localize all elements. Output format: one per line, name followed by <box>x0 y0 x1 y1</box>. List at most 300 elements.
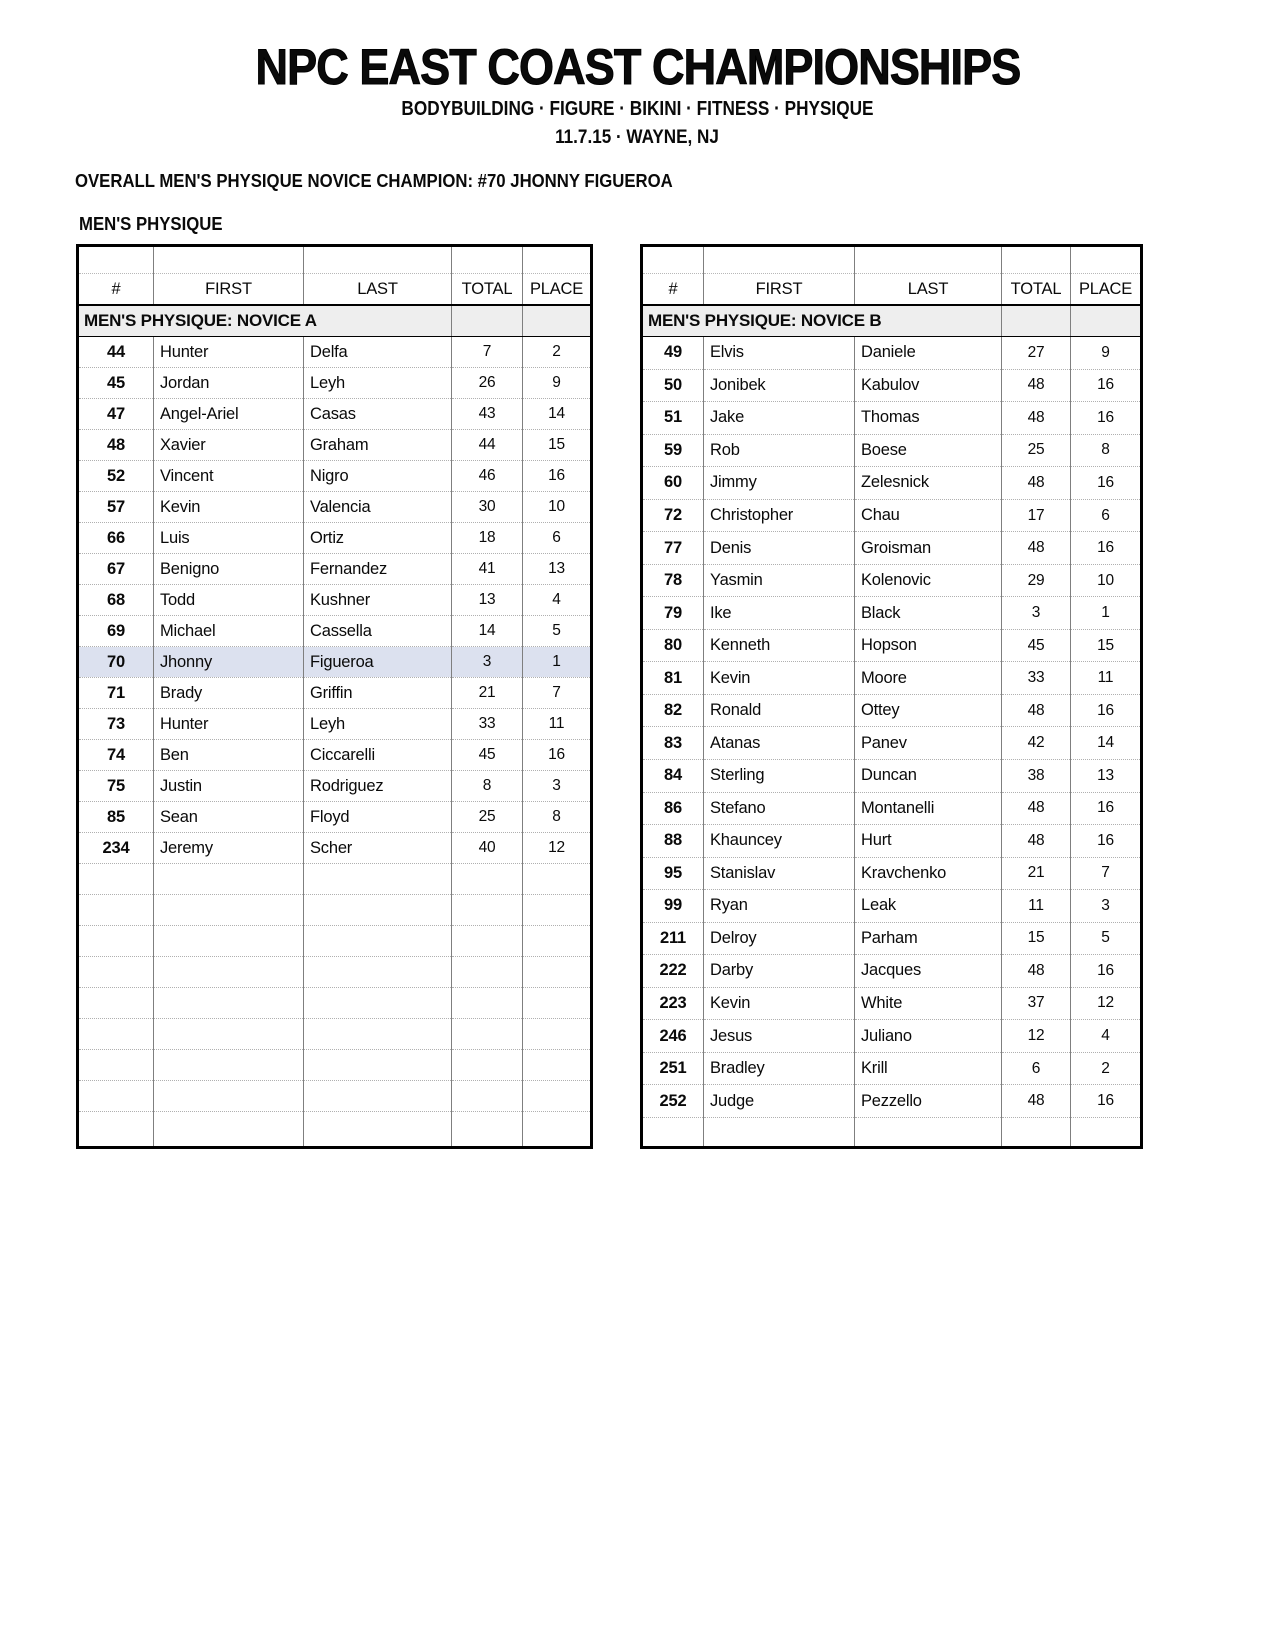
cell-place: 16 <box>1071 955 1142 988</box>
cell-place: 16 <box>523 461 592 492</box>
cell-first: Xavier <box>154 430 304 461</box>
cell-first: Vincent <box>154 461 304 492</box>
empty-cell <box>304 957 452 988</box>
empty-cell <box>523 957 592 988</box>
empty-cell <box>78 864 154 895</box>
table-row <box>642 1052 1142 1085</box>
empty-cell <box>154 926 304 957</box>
cell-last: Kravchenko <box>855 857 1002 890</box>
cell-first: Rob <box>704 434 855 467</box>
cell-total: 45 <box>452 740 523 771</box>
cell-first: Atanas <box>704 727 855 760</box>
cell-number: 223 <box>642 987 704 1020</box>
empty-cell <box>452 926 523 957</box>
overall-champion-line: OVERALL MEN'S PHYSIQUE NOVICE CHAMPION: #70 JHONNY FIGUEROA <box>75 171 673 191</box>
column-header: LAST <box>855 274 1002 306</box>
cell-last: White <box>855 987 1002 1020</box>
cell-number: 80 <box>642 629 704 662</box>
cell-last: Daniele <box>855 337 1002 370</box>
cell-number: 71 <box>78 678 154 709</box>
cell-first: Ben <box>154 740 304 771</box>
cell-last: Hopson <box>855 629 1002 662</box>
empty-cell <box>523 895 592 926</box>
cell-first: Denis <box>704 532 855 565</box>
table-row <box>642 694 1142 727</box>
blank-row <box>78 246 592 274</box>
cell-number: 95 <box>642 857 704 890</box>
blank-cell <box>523 246 592 274</box>
section-empty-cell <box>1002 305 1071 337</box>
empty-cell <box>78 1112 154 1148</box>
cell-first: Jordan <box>154 368 304 399</box>
empty-cell <box>304 1112 452 1148</box>
cell-place: 12 <box>523 833 592 864</box>
cell-number: 82 <box>642 694 704 727</box>
cell-place: 8 <box>1071 434 1142 467</box>
cell-number: 81 <box>642 662 704 695</box>
section-empty-cell <box>1071 305 1142 337</box>
cell-place: 6 <box>523 523 592 554</box>
empty-row <box>78 864 592 895</box>
cell-last: Duncan <box>855 759 1002 792</box>
cell-last: Scher <box>304 833 452 864</box>
empty-cell <box>154 864 304 895</box>
cell-last: Krill <box>855 1052 1002 1085</box>
table-row <box>78 585 592 616</box>
cell-place: 16 <box>1071 467 1142 500</box>
final-row <box>78 1112 592 1148</box>
table-row <box>642 467 1142 500</box>
cell-number: 67 <box>78 554 154 585</box>
table-row <box>642 792 1142 825</box>
table-row <box>642 402 1142 435</box>
cell-total: 17 <box>1002 499 1071 532</box>
cell-first: Sean <box>154 802 304 833</box>
cell-number: 72 <box>642 499 704 532</box>
table-row <box>78 430 592 461</box>
cell-total: 25 <box>1002 434 1071 467</box>
cell-place: 16 <box>1071 825 1142 858</box>
table-row <box>642 727 1142 760</box>
empty-cell <box>523 1050 592 1081</box>
cell-first: Justin <box>154 771 304 802</box>
cell-place: 4 <box>523 585 592 616</box>
final-row <box>642 1117 1142 1147</box>
cell-place: 12 <box>1071 987 1142 1020</box>
column-header: FIRST <box>704 274 855 306</box>
cell-number: 51 <box>642 402 704 435</box>
cell-last: Parham <box>855 922 1002 955</box>
cell-number: 252 <box>642 1085 704 1118</box>
cell-place: 2 <box>523 337 592 368</box>
empty-row <box>78 1019 592 1050</box>
cell-number: 78 <box>642 564 704 597</box>
empty-cell <box>78 895 154 926</box>
table-row <box>642 369 1142 402</box>
empty-cell <box>452 1050 523 1081</box>
table-row <box>642 337 1142 370</box>
cell-last: Panev <box>855 727 1002 760</box>
cell-first: Delroy <box>704 922 855 955</box>
cell-first: Brady <box>154 678 304 709</box>
table-row <box>78 740 592 771</box>
empty-cell <box>1071 1117 1142 1147</box>
cell-number: 85 <box>78 802 154 833</box>
cell-first: Benigno <box>154 554 304 585</box>
cell-first: Ike <box>704 597 855 630</box>
section-label: MEN'S PHYSIQUE: NOVICE B <box>642 305 1002 337</box>
cell-total: 14 <box>452 616 523 647</box>
cell-place: 8 <box>523 802 592 833</box>
empty-cell <box>78 1081 154 1112</box>
cell-first: Jimmy <box>704 467 855 500</box>
cell-place: 15 <box>1071 629 1142 662</box>
empty-cell <box>452 1112 523 1148</box>
column-header: # <box>642 274 704 306</box>
cell-last: Fernandez <box>304 554 452 585</box>
blank-cell <box>855 246 1002 274</box>
cell-place: 2 <box>1071 1052 1142 1085</box>
cell-number: 48 <box>78 430 154 461</box>
cell-total: 48 <box>1002 792 1071 825</box>
cell-number: 52 <box>78 461 154 492</box>
column-header: # <box>78 274 154 306</box>
cell-total: 48 <box>1002 402 1071 435</box>
table-row <box>642 1085 1142 1118</box>
cell-first: Ronald <box>704 694 855 727</box>
cell-last: Boese <box>855 434 1002 467</box>
column-header: TOTAL <box>452 274 523 306</box>
cell-number: 251 <box>642 1052 704 1085</box>
cell-total: 15 <box>1002 922 1071 955</box>
cell-place: 13 <box>1071 759 1142 792</box>
cell-first: Todd <box>154 585 304 616</box>
cell-place: 11 <box>1071 662 1142 695</box>
cell-place: 7 <box>523 678 592 709</box>
cell-first: Kevin <box>704 662 855 695</box>
cell-place: 15 <box>523 430 592 461</box>
empty-cell <box>704 1117 855 1147</box>
empty-cell <box>304 1019 452 1050</box>
empty-cell <box>452 957 523 988</box>
cell-number: 47 <box>78 399 154 430</box>
cell-last: Leak <box>855 890 1002 923</box>
empty-row <box>78 957 592 988</box>
cell-number: 88 <box>642 825 704 858</box>
table-row <box>642 922 1142 955</box>
table-row <box>78 678 592 709</box>
table-row <box>642 597 1142 630</box>
column-header-row <box>78 274 592 306</box>
empty-row <box>78 926 592 957</box>
cell-place: 5 <box>1071 922 1142 955</box>
cell-total: 18 <box>452 523 523 554</box>
cell-total: 37 <box>1002 987 1071 1020</box>
table-row <box>78 399 592 430</box>
cell-total: 48 <box>1002 825 1071 858</box>
blank-cell <box>642 246 704 274</box>
results-tables <box>76 244 1143 1149</box>
empty-cell <box>452 988 523 1019</box>
cell-last: Figueroa <box>304 647 452 678</box>
cell-place: 16 <box>1071 532 1142 565</box>
cell-number: 79 <box>642 597 704 630</box>
cell-total: 29 <box>1002 564 1071 597</box>
cell-number: 60 <box>642 467 704 500</box>
cell-total: 27 <box>1002 337 1071 370</box>
column-header: PLACE <box>523 274 592 306</box>
table-row <box>78 368 592 399</box>
sheet-header <box>0 0 1275 149</box>
section-row <box>642 305 1142 337</box>
cell-place: 16 <box>1071 694 1142 727</box>
cell-first: Jonibek <box>704 369 855 402</box>
cell-first: Judge <box>704 1085 855 1118</box>
cell-first: Hunter <box>154 337 304 368</box>
table-row <box>642 532 1142 565</box>
cell-first: Kevin <box>154 492 304 523</box>
empty-cell <box>78 1050 154 1081</box>
empty-cell <box>154 1112 304 1148</box>
empty-cell <box>452 895 523 926</box>
cell-place: 5 <box>523 616 592 647</box>
cell-last: Thomas <box>855 402 1002 435</box>
table-row <box>642 629 1142 662</box>
cell-last: Zelesnick <box>855 467 1002 500</box>
empty-cell <box>154 957 304 988</box>
column-header-row <box>642 274 1142 306</box>
empty-cell <box>523 988 592 1019</box>
table-row <box>642 987 1142 1020</box>
empty-cell <box>154 1081 304 1112</box>
division-heading: MEN'S PHYSIQUE <box>79 214 223 234</box>
blank-cell <box>704 246 855 274</box>
event-divisions: BODYBUILDING · FIGURE · BIKINI · FITNESS · PHYSIQUE <box>401 98 874 120</box>
cell-number: 99 <box>642 890 704 923</box>
cell-first: Jeremy <box>154 833 304 864</box>
cell-last: Casas <box>304 399 452 430</box>
cell-place: 7 <box>1071 857 1142 890</box>
cell-last: Graham <box>304 430 452 461</box>
cell-last: Kabulov <box>855 369 1002 402</box>
table-row <box>78 337 592 368</box>
cell-total: 44 <box>452 430 523 461</box>
cell-place: 14 <box>1071 727 1142 760</box>
cell-first: Khauncey <box>704 825 855 858</box>
empty-cell <box>304 1081 452 1112</box>
cell-total: 7 <box>452 337 523 368</box>
event-date-location: 11.7.15 · WAYNE, NJ <box>555 127 720 148</box>
empty-cell <box>855 1117 1002 1147</box>
blank-cell <box>452 246 523 274</box>
section-empty-cell <box>523 305 592 337</box>
empty-row <box>78 988 592 1019</box>
empty-cell <box>154 988 304 1019</box>
cell-place: 1 <box>1071 597 1142 630</box>
cell-first: Jesus <box>704 1020 855 1053</box>
cell-place: 16 <box>523 740 592 771</box>
empty-row <box>78 895 592 926</box>
table-row <box>78 802 592 833</box>
novice-a-table <box>76 244 593 1149</box>
table-row <box>642 499 1142 532</box>
empty-cell <box>78 926 154 957</box>
cell-total: 48 <box>1002 369 1071 402</box>
table-row <box>78 709 592 740</box>
cell-last: Hurt <box>855 825 1002 858</box>
empty-cell <box>154 895 304 926</box>
table-row-champion <box>78 647 592 678</box>
table-row <box>78 833 592 864</box>
section-label: MEN'S PHYSIQUE: NOVICE A <box>78 305 452 337</box>
cell-last: Kushner <box>304 585 452 616</box>
cell-place: 16 <box>1071 369 1142 402</box>
empty-cell <box>452 1081 523 1112</box>
empty-cell <box>523 926 592 957</box>
cell-number: 211 <box>642 922 704 955</box>
table-row <box>642 825 1142 858</box>
blank-cell <box>154 246 304 274</box>
cell-total: 33 <box>452 709 523 740</box>
cell-last: Montanelli <box>855 792 1002 825</box>
empty-row <box>78 1081 592 1112</box>
cell-last: Juliano <box>855 1020 1002 1053</box>
cell-number: 234 <box>78 833 154 864</box>
cell-number: 77 <box>642 532 704 565</box>
cell-last: Leyh <box>304 709 452 740</box>
section-empty-cell <box>452 305 523 337</box>
column-header: TOTAL <box>1002 274 1071 306</box>
cell-first: Kevin <box>704 987 855 1020</box>
cell-last: Nigro <box>304 461 452 492</box>
empty-cell <box>304 864 452 895</box>
table-row <box>78 554 592 585</box>
cell-place: 6 <box>1071 499 1142 532</box>
cell-number: 57 <box>78 492 154 523</box>
cell-place: 9 <box>1071 337 1142 370</box>
cell-number: 83 <box>642 727 704 760</box>
table-row <box>642 564 1142 597</box>
table-row <box>642 434 1142 467</box>
cell-number: 59 <box>642 434 704 467</box>
cell-first: Angel-Ariel <box>154 399 304 430</box>
cell-number: 44 <box>78 337 154 368</box>
cell-place: 13 <box>523 554 592 585</box>
cell-place: 14 <box>523 399 592 430</box>
cell-total: 48 <box>1002 532 1071 565</box>
cell-last: Groisman <box>855 532 1002 565</box>
empty-cell <box>154 1050 304 1081</box>
cell-place: 16 <box>1071 402 1142 435</box>
cell-total: 11 <box>1002 890 1071 923</box>
cell-last: Griffin <box>304 678 452 709</box>
empty-cell <box>452 864 523 895</box>
cell-total: 48 <box>1002 955 1071 988</box>
empty-cell <box>304 1050 452 1081</box>
cell-total: 3 <box>452 647 523 678</box>
cell-total: 26 <box>452 368 523 399</box>
novice-b-table <box>640 244 1143 1149</box>
empty-cell <box>78 1019 154 1050</box>
cell-place: 10 <box>1071 564 1142 597</box>
blank-cell <box>1071 246 1142 274</box>
cell-total: 40 <box>452 833 523 864</box>
cell-number: 66 <box>78 523 154 554</box>
cell-total: 25 <box>452 802 523 833</box>
cell-number: 69 <box>78 616 154 647</box>
column-header: PLACE <box>1071 274 1142 306</box>
cell-total: 8 <box>452 771 523 802</box>
cell-number: 84 <box>642 759 704 792</box>
cell-last: Delfa <box>304 337 452 368</box>
cell-last: Moore <box>855 662 1002 695</box>
empty-cell <box>78 957 154 988</box>
blank-row <box>642 246 1142 274</box>
cell-number: 86 <box>642 792 704 825</box>
empty-cell <box>642 1117 704 1147</box>
cell-first: Jake <box>704 402 855 435</box>
table-row <box>642 890 1142 923</box>
cell-total: 6 <box>1002 1052 1071 1085</box>
empty-cell <box>304 988 452 1019</box>
cell-number: 74 <box>78 740 154 771</box>
cell-number: 73 <box>78 709 154 740</box>
cell-total: 42 <box>1002 727 1071 760</box>
empty-cell <box>523 1081 592 1112</box>
cell-last: Ciccarelli <box>304 740 452 771</box>
empty-cell <box>452 1019 523 1050</box>
cell-total: 38 <box>1002 759 1071 792</box>
cell-last: Cassella <box>304 616 452 647</box>
cell-first: Ryan <box>704 890 855 923</box>
cell-first: Sterling <box>704 759 855 792</box>
cell-number: 222 <box>642 955 704 988</box>
table-row <box>78 492 592 523</box>
cell-first: Kenneth <box>704 629 855 662</box>
cell-number: 50 <box>642 369 704 402</box>
cell-total: 12 <box>1002 1020 1071 1053</box>
cell-place: 3 <box>1071 890 1142 923</box>
cell-total: 30 <box>452 492 523 523</box>
cell-first: Bradley <box>704 1052 855 1085</box>
cell-place: 1 <box>523 647 592 678</box>
cell-last: Kolenovic <box>855 564 1002 597</box>
cell-place: 11 <box>523 709 592 740</box>
cell-total: 3 <box>1002 597 1071 630</box>
cell-first: Darby <box>704 955 855 988</box>
empty-cell <box>78 988 154 1019</box>
cell-first: Luis <box>154 523 304 554</box>
column-header: FIRST <box>154 274 304 306</box>
cell-number: 70 <box>78 647 154 678</box>
cell-first: Jhonny <box>154 647 304 678</box>
cell-number: 75 <box>78 771 154 802</box>
cell-total: 21 <box>452 678 523 709</box>
table-row <box>78 523 592 554</box>
empty-cell <box>304 926 452 957</box>
table-row <box>642 955 1142 988</box>
empty-cell <box>523 864 592 895</box>
cell-total: 48 <box>1002 1085 1071 1118</box>
cell-total: 13 <box>452 585 523 616</box>
table-row <box>78 461 592 492</box>
empty-cell <box>1002 1117 1071 1147</box>
section-row <box>78 305 592 337</box>
blank-cell <box>304 246 452 274</box>
cell-last: Ortiz <box>304 523 452 554</box>
empty-cell <box>304 895 452 926</box>
cell-total: 48 <box>1002 694 1071 727</box>
